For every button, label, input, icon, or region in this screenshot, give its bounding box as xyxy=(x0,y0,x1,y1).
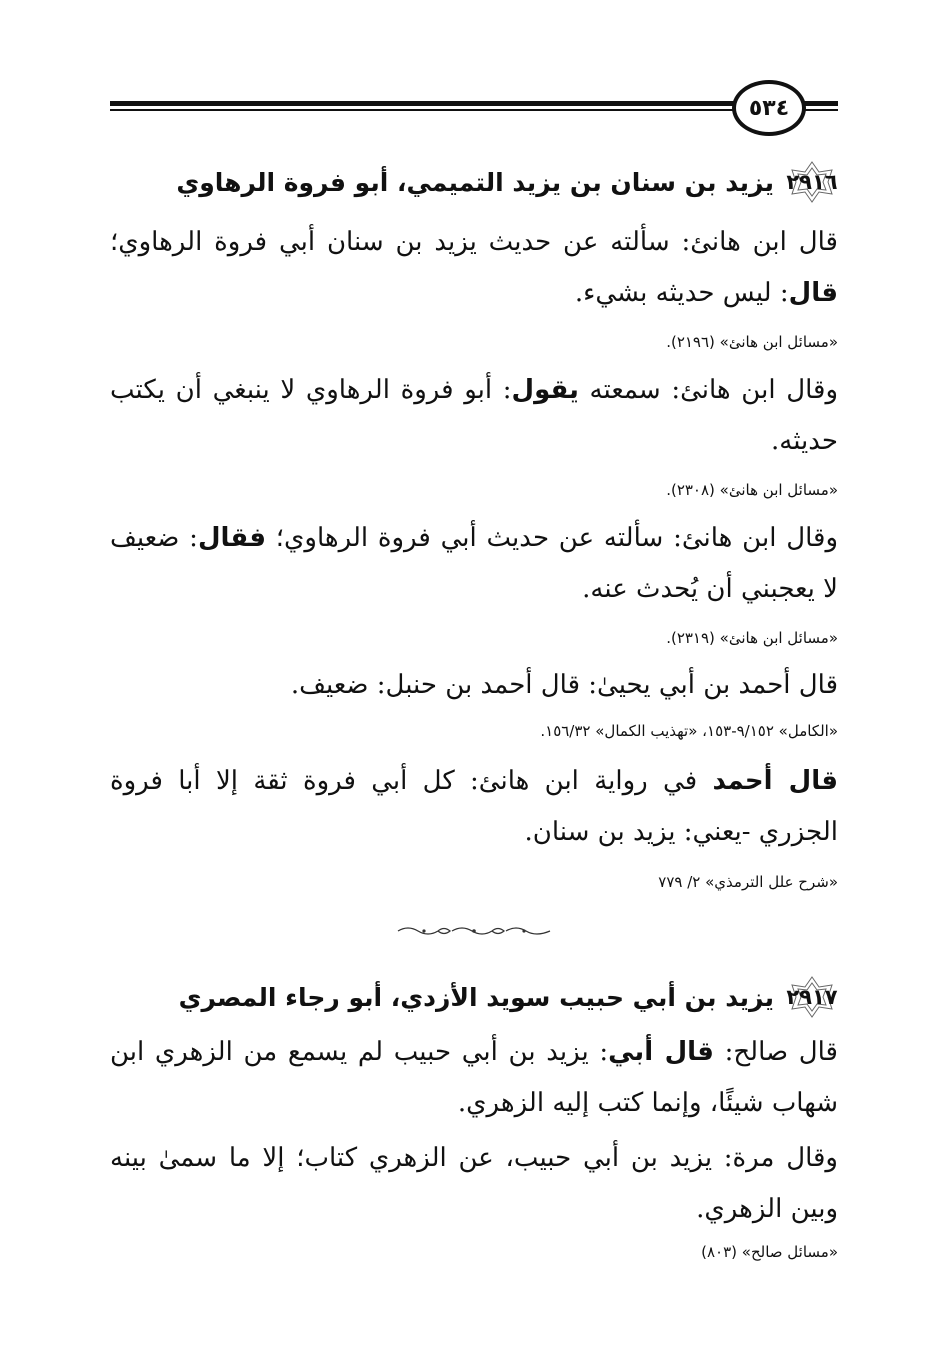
paragraph xyxy=(110,756,838,858)
source-citation: «مسائل ابن هانئ» (٢١٩٦). xyxy=(666,333,838,351)
bold-term: قال أبي xyxy=(608,1037,714,1067)
paragraph-text: : ضعيف لا يعجبني أن يُحدث عنه. xyxy=(110,523,838,604)
paragraph-text: قال ابن هانئ: سألته عن حديث يزيد بن سنان أبي فروة الرهاوي؛ xyxy=(110,227,838,257)
paragraph-text: في رواية ابن هانئ: كل أبي فروة ثقة إلا أبا فروة الجزري -يعني: يزيد بن سنان. xyxy=(110,766,838,847)
bold-term: قال أحمد xyxy=(712,766,838,796)
source-citation: «الكامل» ٩/١٥٢-١٥٣، «تهذيب الكمال» ١٥٦/٣٢. xyxy=(540,722,838,740)
header-rule-thin xyxy=(110,109,738,111)
paragraph-text: قال صالح: xyxy=(724,1037,838,1067)
paragraph xyxy=(110,217,838,319)
source-citation: «مسائل صالح» (٨٠٣) xyxy=(701,1243,838,1261)
page-number: ٥٣٤ xyxy=(732,80,806,136)
paragraph-text: : ليس حديثه بشيء. xyxy=(574,278,789,308)
source-citation: «شرح علل الترمذي» ٢/ ٧٧٩ xyxy=(658,873,838,891)
entry-title-2916 xyxy=(176,160,838,204)
paragraph xyxy=(110,513,838,615)
page-header xyxy=(110,78,838,138)
bold-term: قال xyxy=(788,278,838,308)
paragraph-text: وقال ابن هانئ: سألته عن حديث أبي فروة الرهاوي؛ xyxy=(275,523,839,553)
entry-number-text: ٢٩١٦ xyxy=(786,170,838,194)
source-citation: «مسائل ابن هانئ» (٢٣٠٨). xyxy=(666,481,838,499)
paragraph-text: وقال ابن هانئ: سمعته xyxy=(589,375,839,405)
bold-term: فقال xyxy=(197,523,266,553)
bold-term: يقول xyxy=(511,375,579,405)
entry-title-text: يزيد بن أبي حبيب سويد الأزدي، أبو رجاء المصري xyxy=(178,982,774,1012)
entry-number-badge xyxy=(786,975,838,1019)
divider-ornament-icon xyxy=(394,923,554,939)
paragraph xyxy=(110,365,838,467)
paragraph xyxy=(110,1027,838,1129)
paragraph-text: : يزيد بن أبي حبيب لم يسمع من الزهري ابن شهاب شيئًا، وإنما كتب إليه الزهري. xyxy=(110,1037,838,1118)
entry-title-text: يزيد بن سنان بن يزيد التميمي، أبو فروة الرهاوي xyxy=(176,167,774,197)
paragraph: قال أحمد بن أبي يحيىٰ: قال أحمد بن حنبل: ضعيف. xyxy=(290,670,838,700)
entry-number-text: ٢٩١٧ xyxy=(786,985,838,1009)
header-rule-thick xyxy=(110,101,738,106)
entry-number-badge xyxy=(786,160,838,204)
paragraph-text: : أبو فروة الرهاوي لا ينبغي أن يكتب حديثه. xyxy=(110,375,838,456)
paragraph: وقال مرة: يزيد بن أبي حبيب، عن الزهري كتاب؛ إلا ما سمىٰ بينه وبين الزهري. xyxy=(110,1143,838,1224)
source-citation: «مسائل ابن هانئ» (٢٣١٩). xyxy=(666,629,838,647)
entry-title-2917 xyxy=(179,975,838,1019)
